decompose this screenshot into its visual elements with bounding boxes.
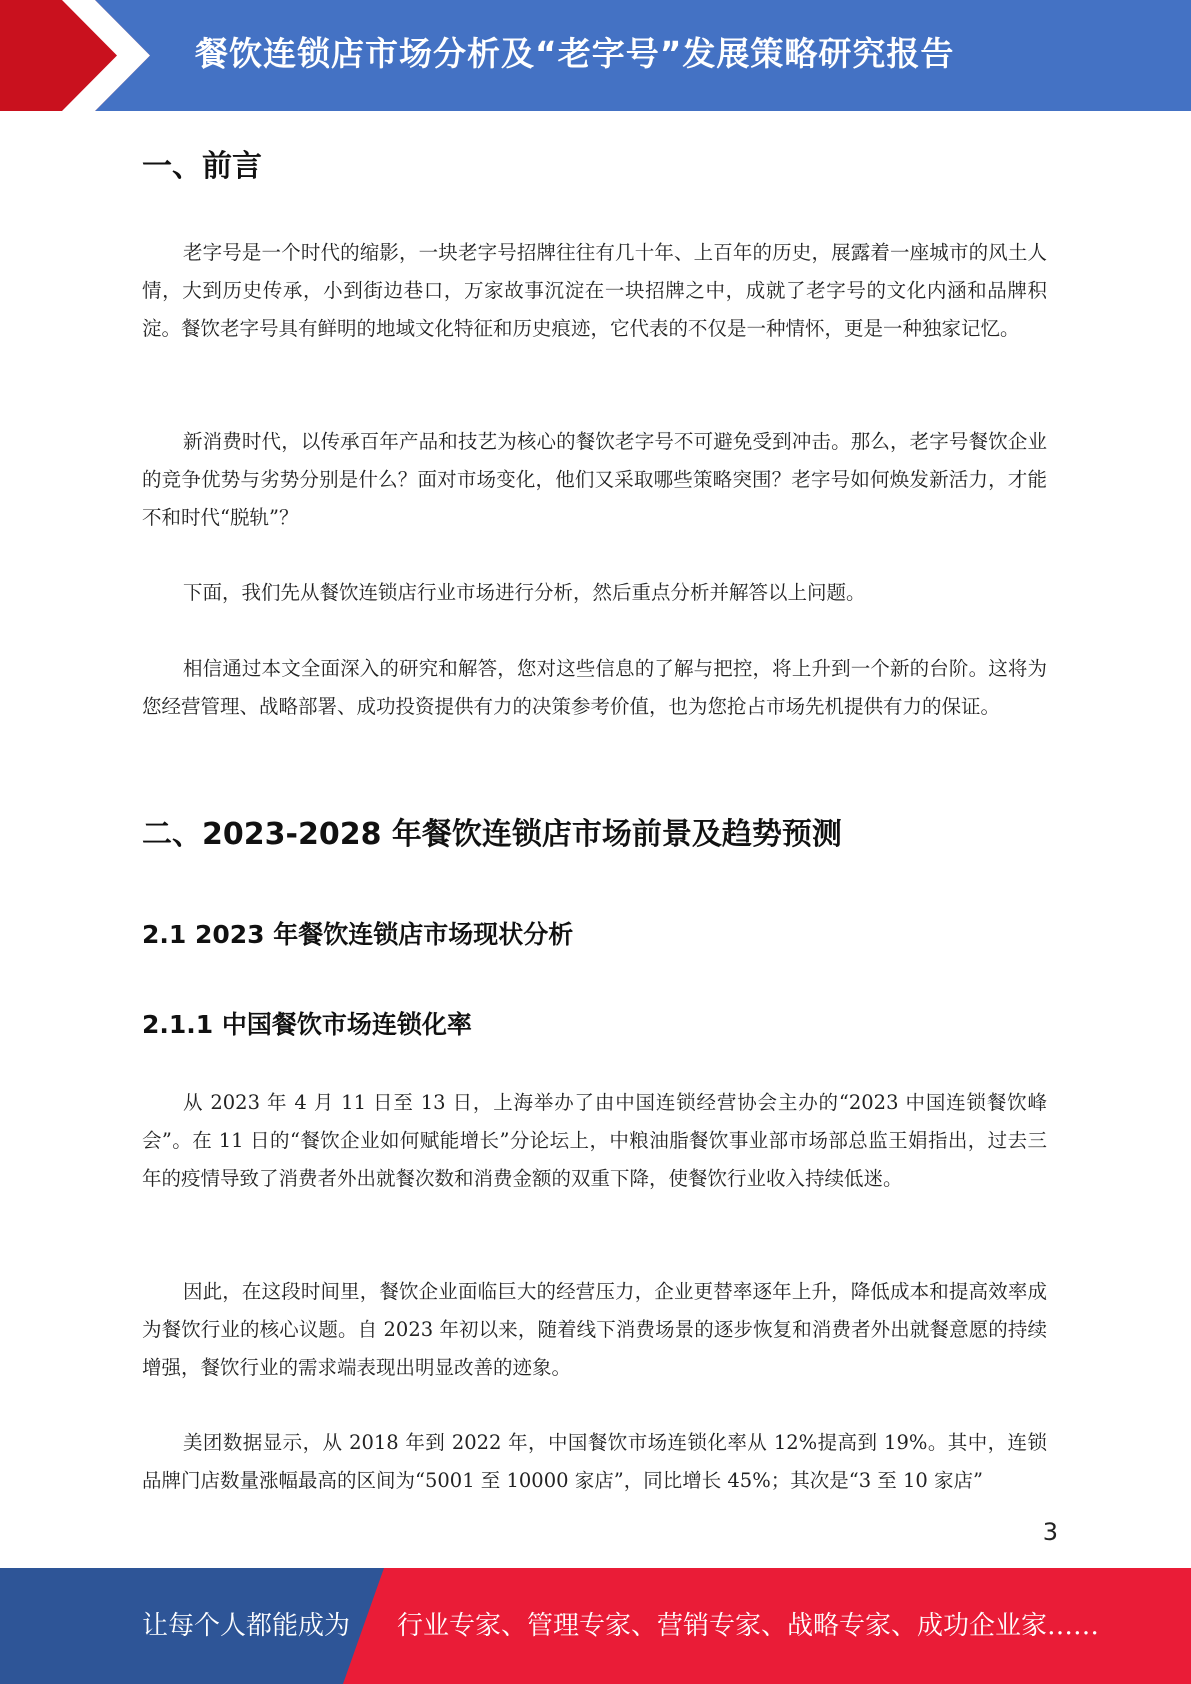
body-paragraph: 美团数据显示，从 2018 年到 2022 年，中国餐饮市场连锁化率从 12%提高到 19%。其中，连锁品牌门店数量涨幅最高的区间为“5001 至 10000 家店”，同比增长 45%；其次是“3 至 10 家店” bbox=[142, 1431, 1047, 1492]
section-heading-intro: 一、前言 bbox=[142, 149, 262, 184]
intro-paragraph: 新消费时代，以传承百年产品和技艺为核心的餐饮老字号不可避免受到冲击。那么，老字号餐饮企业的竞争优势与劣势分别是什么？面对市场变化，他们又采取哪些策略突围？老字号如何焕发新活力，才能不和时代“脱轨”？ bbox=[142, 430, 1047, 529]
intro-paragraph: 老字号是一个时代的缩影，一块老字号招牌往往有几十年、上百年的历史，展露着一座城市的风土人情，大到历史传承，小到街边巷口，万家故事沉淀在一块招牌之中，成就了老字号的文化内涵和品牌积淀。餐饮老字号具有鲜明的地域文化特征和历史痕迹，它代表的不仅是一种情怀，更是一种独家记忆。 bbox=[142, 241, 1047, 340]
body-paragraph: 从 2023 年 4 月 11 日至 13 日，上海举办了由中国连锁经营协会主办的“2023 中国连锁餐饮峰会”。在 11 日的“餐饮企业如何赋能增长”分论坛上，中粮油脂餐饮事业部市场部总监王娟指出，过去三年的疫情导致了消费者外出就餐次数和消费金额的双重下降，使餐饮行业收入持续低迷。 bbox=[142, 1091, 1047, 1190]
chevron-arrow-icon bbox=[0, 0, 150, 111]
page-number: 3 bbox=[1042, 1518, 1058, 1546]
intro-paragraph: 相信通过本文全面深入的研究和解答，您对这些信息的了解与把控，将上升到一个新的台阶。这将为您经营管理、战略部署、成功投资提供有力的决策参考价值，也为您抢占市场先机提供有力的保证。 bbox=[142, 657, 1047, 718]
section-heading-forecast: 二、2023-2028 年餐饮连锁店市场前景及趋势预测 bbox=[142, 817, 842, 852]
body-paragraph: 因此，在这段时间里，餐饮企业面临巨大的经营压力，企业更替率逐年上升，降低成本和提高效率成为餐饮行业的核心议题。自 2023 年初以来，随着线下消费场景的逐步恢复和消费者外出就餐意愿的持续增强，餐饮行业的需求端表现出明显改善的迹象。 bbox=[142, 1280, 1047, 1379]
footer-banner bbox=[0, 1568, 1191, 1684]
subsection-heading: 2.1 2023 年餐饮连锁店市场现状分析 bbox=[142, 920, 574, 949]
report-title: 餐饮连锁店市场分析及“老字号”发展策略研究报告 bbox=[195, 34, 955, 73]
footer-slogan-left: 让每个人都能成为 bbox=[142, 1611, 351, 1641]
footer-slogan-right: 行业专家、管理专家、营销专家、战略专家、成功企业家…… bbox=[397, 1611, 1100, 1641]
intro-paragraph: 下面，我们先从餐饮连锁店行业市场进行分析，然后重点分析并解答以上问题。 bbox=[183, 581, 866, 604]
subsubsection-heading: 2.1.1 中国餐饮市场连锁化率 bbox=[142, 1010, 472, 1039]
header-banner bbox=[0, 0, 1191, 111]
